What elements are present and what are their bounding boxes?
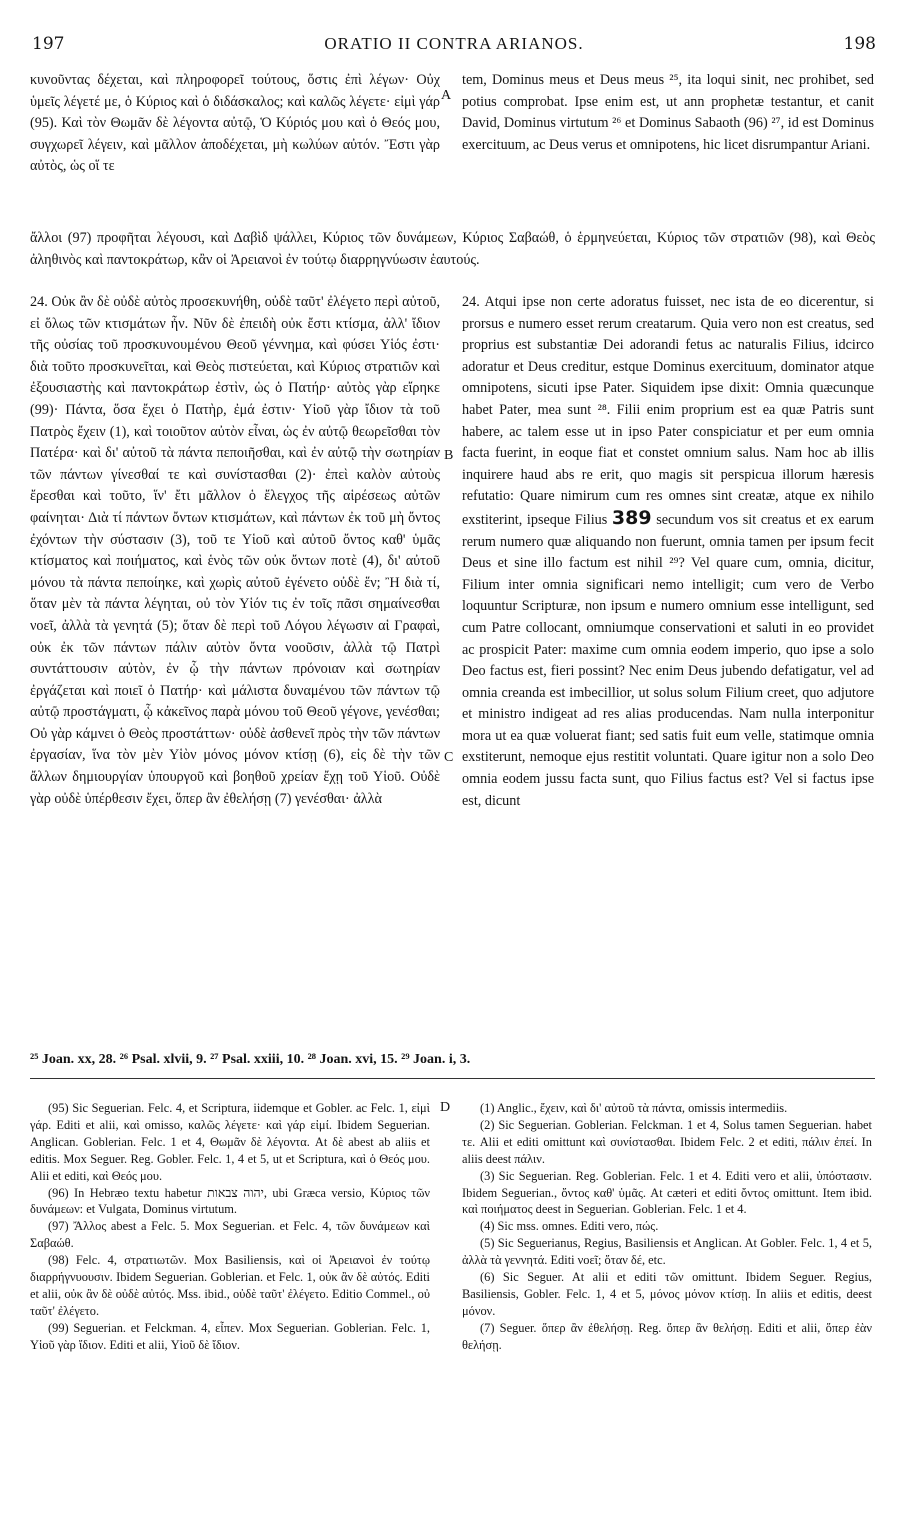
margin-letter-d: D <box>440 1100 451 1115</box>
greek-column-sec24 <box>30 292 440 1048</box>
latin-text-sec24-b: secundum vos sit creatus et ex earum rerum numero quæ aliquando non fuerunt, omnia tamen per ipsum fecit Deus et sine illo factum est nihil ²⁹? Vel quare cum, omnia, dicitur, Filium inter omnia significari nemo intelligit; cum vero de Verbo loquuntur Scripturæ, non ipsum e numero omnium esse intelligunt, sed cum Patre collocant, omniumque conservationi et saluti in eo providet ac prospicit Pater: maxime cum omnia eodem imperio, quo ipse a solo Deo factus est, fieri possint? Nec enim Deus jubendo defatigatur, vel ad omnia creanda est imbecillior, ut solus solum Filium creet, quo adjutore et ministro indigeat ad res alias producendas. Nam nulla interponitur mora ut ea quæ voluerat fiant; sed satis fuit eum velle, statimque omnia exstiterunt, nemoque ejus restitit voluntati. Quare igitur non a solo Deo omnia eodem jussu facta sunt, quo Filius factus est? Vel si factus ipse est, dicunt <box>462 511 874 809</box>
footnote: (97) Ἄλλος abest a Felc. 5. Mox Seguerian. et Felc. 4, τῶν δυνάμεων καὶ Σαβαώθ. <box>30 1219 430 1251</box>
latin-text-sec24-a: 24. Atqui ipse non certe adoratus fuisset, nec ista de eo dicerentur, si prorsus e numero esset rerum creatarum. Quia vero non est creatus, sed proprius est substantiæ Dei adorandi fetus ac naturalis Filius, idcirco adoratur et Deus creditur, estque Dominus exercituum, dominator atque omnipotens, sicuti ipse Pater. Siquidem ipse dixit: Omnia quæcunque habet Pater, mea sunt ²⁸. Filii enim proprium est ea quæ Patris sunt habere, ac talem esse ut in ipso Pater conspiciatur et per eum omnia facta fuerint, in eoque fiat et constet omnium salus. Nam hoc ab illis inquirere haud abs re erit, quo magis sit perspicua illorum hæresis refutatio: Quare nimirum cum res omnes sint creatæ, atque ex nihilo exstiterint, ipseque Filius <box>462 294 874 528</box>
footnote: (5) Sic Seguerianus, Regius, Basiliensis et Anglican. At Gobler. Felc. 1, 4 et 5, ἀλλὰ τὰ γεννητά. Editi νοεῖ; ὅταν δέ, etc. <box>462 1236 872 1268</box>
running-header <box>32 34 876 60</box>
footnote: (1) Anglic., ἔχειν, καὶ δι' αὐτοῦ τὰ πάντα, omissis intermediis. <box>480 1101 788 1115</box>
greek-text-sec24: 24. Οὐκ ἂν δὲ οὐδὲ αὐτὸς προσεκυνήθη, οὐδὲ ταῦτ' ἐλέγετο περὶ αὐτοῦ, εἰ ὅλως τῶν κτισμάτων ἦν. Νῦν δὲ ἐπειδὴ οὐκ ἔστι κτίσμα, ἀλλ' ἴδιον τῆς οὐσίας τοῦ προσκυνουμένου Θεοῦ γέννημα, καὶ φύσει Υἱός ἐστι· διὰ τοῦτο προσκυνεῖται, καὶ Θεὸς πιστεύεται, καὶ Κύριος στρατιῶν καὶ ἐξουσιαστὴς καὶ παντοκράτωρ ἐστὶν, ὡς ὁ Πατήρ· αὐτὸς γὰρ εἴρηκε (99)· Πάντα, ὅσα ἔχει ὁ Πατὴρ, ἐμά ἐστιν· Υἱοῦ γὰρ ἴδιον τὰ τοῦ Πατρὸς ἔχειν (1), καὶ τοιοῦτον αὐτὸν εἶναι, ὡς ἐν αὐτῷ θεωρεῖσθαι τὸν Πατέρα· καὶ δι' αὐτοῦ τὰ πάντα πεποιῆσθαι, καὶ ἐν αὐτῷ τὴν σωτηρίαν τῶν πάντων γίνεσθαί τε καὶ συνίστασθαι (2)· ἐπεὶ καλὸν αὐτοὺς ἔρεσθαι καὶ τοῦτο, ἵν' ἔτι μᾶλλον ὁ ἔλεγχος τῆς αἱρέσεως αὐτῶν φαίνηται· Διὰ τί πάντων ὄντων κτισμάτων, καὶ πάντων ἐκ τοῦ μὴ ὄντος ἐχόντων τὴν σύστασιν (3), τοῦ τε Υἱοῦ καὶ αὐτοῦ ὄντος καθ' ὑμᾶς κτίσματος καὶ ποιήματος, καὶ ἑνὸς τῶν οὐκ ὄντων ποτὲ (4), δι' αὐτοῦ μόνου τὰ πάντα πεποίηκε, καὶ χωρὶς αὐτοῦ ἐγένετο οὐδὲ ἕν; Ἢ διὰ τί, ὅταν μὲν τὰ πάντα λέγηται, οὐ τὸν Υἱόν τις ἐν τοῖς πᾶσι σημαίνεσθαι νοεῖ, ἀλλὰ τὰ γενητά (5); ὅταν δὲ περὶ τοῦ Λόγου λέγωσιν αἱ Γραφαὶ, οὐκ ἐκ τῶν πάντων πάλιν αὐτὸν ὄντα νοοῦσιν, ἀλλὰ τῷ Πατρὶ συντάττουσιν αὐτὸν, ἐν ᾧ τὴν πάντων πρόνοιαν καὶ σωτηρίαν ἐργάζεται καὶ ποιεῖ ὁ Πατήρ· καὶ μάλιστα δυναμένου τῶν πάντων τῷ αὐτῷ προστάγματι, ᾧ κἀκεῖνος παρὰ μόνου τοῦ Θεοῦ γέγονε, γενέσθαι; Οὐ γὰρ κάμνει ὁ Θεὸς προστάττων· οὐδὲ ἀσθενεῖ πρὸς τὴν τῶν πάντων ἐργασίαν, ἵνα τὸν μὲν Υἱὸν μόνος μόνον κτίσῃ (6), εἰς δὲ τὴν τῶν ἄλλων δημιουργίαν ὑπουργοῦ καὶ βοηθοῦ χρείαν ἔχῃ τοῦ Υἱοῦ. Οὐδὲ γὰρ οὐδὲ ὑπέρθεσιν ἔχει, ὅπερ ἂν ἐθελήσῃ (7) γενέσθαι· ἀλλὰ <box>30 294 440 807</box>
scripture-references: ²⁵ Joan. xx, 28. ²⁶ Psal. xlvii, 9. ²⁷ Psal. xxiii, 10. ²⁸ Joan. xvi, 15. ²⁹ Joan. i, 3. <box>30 1052 471 1067</box>
margin-letter-a: A <box>441 88 452 103</box>
page-number-left: 197 <box>32 34 65 54</box>
full-width-paragraph <box>30 228 875 271</box>
latin-text-sec24 <box>462 292 874 812</box>
footnote: (98) Felc. 4, στρατιωτῶν. Mox Basiliensis, καὶ οἱ Ἀρειανοὶ ἐν τούτῳ διαρρήγνυουσιν. Ibidem Seguerian. Goblerian. et Felc. 1, οὐκ ἂν δὲ αὐτός. Editi et alii, οὐκ ἂν δὲ οὐδὲ αὐτός. Mss. ibid., οὐδὲ ταῦτ' ἐλέγετο. Editio Commel., οὐ ταῦτ' ἐλέγετο. <box>30 1253 430 1318</box>
footnote: (96) In Hebræo textu habetur יהוה צבאות, ubi Græca versio, Κύριος τῶν δυνάμεων: et Vulgata, Dominus virtutum. <box>30 1185 430 1217</box>
footnotes-right <box>462 1100 872 1354</box>
margin-letter-c: C <box>444 750 454 765</box>
footnote: (95) Sic Seguerian. Felc. 4, et Scriptura, iidemque et Gobler. ac Felc. 1, εἰμὶ γάρ. Editi et alii, καὶ omisso, καλῶς λέγετε· καὶ γάρ εἰμί. Ibidem Seguerian. Anglican. Goblerian. Felc. 1 et 4, Θωμᾶν δὲ λέγοντα. At δὲ abest ab aliis et editis. Mox Seguer. Reg. Gobler. Felc. 1, 4 et 5, ut et Scriptura, καὶ ὁ Θεός μου. Alii et editi, καὶ Θεός μου. <box>30 1101 430 1183</box>
full-width-text: ἄλλοι (97) προφῆται λέγουσι, καὶ Δαβὶδ ψάλλει, Κύριος τῶν δυνάμεων, Κύριος Σαβαώθ, ὁ ἑρμηνεύεται, Κύριος τῶν στρατιῶν (98), καὶ Θεὸς ἀληθινὸς καὶ παντοκράτωρ, κἂν οἱ Ἀρειανοὶ ἐν τούτῳ διαρρηγνύωσιν ἑαυτούς. <box>30 230 875 268</box>
footnotes-left <box>30 1100 430 1354</box>
footnote: (3) Sic Seguerian. Reg. Goblerian. Felc. 1 et 4. Editi vero et alii, ὑπόστασιν. Ibidem Seguerian., ὄντος καθ' ὑμᾶς. At cæteri et editi ὄντος omittunt. Item ibid. καὶ ποιήματος deest in Seguerian. Goblerian. Felc. 1 et 4. <box>462 1168 872 1217</box>
footnote: (6) Sic Seguer. At alii et editi τῶν omittunt. Ibidem Seguer. Regius, Basiliensis, Gobler. Felc. 1, 4 et 5, μόνος μόνον κτίσῃ. In aliis et editis, deest μόνον. <box>462 1270 872 1318</box>
running-title: ORATIO II CONTRA ARIANOS. <box>324 34 584 53</box>
greek-text-top: κυνοῦντας δέχεται, καὶ πληροφορεῖ τούτους, ὅστις ἐπὶ λέγων· Οὐχ ὑμεῖς λέγετέ με, ὁ Κύριος καὶ ὁ διδάσκαλος; καὶ καλῶς λέγετε· εἰμὶ γάρ (95). Καὶ τὸν Θωμᾶν δὲ λέγοντα αὐτῷ, Ὁ Κύριός μου καὶ ὁ Θεός μου, συγχωρεῖ λέγειν, καὶ μᾶλλον ἀποδέχεται, μὴ κωλύων αὐτόν. Ἔστι γὰρ αὐτὸς, ὡς οἵ τε <box>30 72 440 175</box>
footnote: (2) Sic Seguerian. Goblerian. Felckman. 1 et 4, Solus tamen Seguerian. habet τε. Alii et editi omittunt καὶ συνίστασθαι. Ibidem Felc. 2 et editi, πάλιν ἐπεί. In aliis deest πάλιν. <box>462 1117 872 1166</box>
footnote-rule <box>30 1078 875 1079</box>
column-number: 389 <box>611 506 652 529</box>
footnote: (7) Seguer. ὅπερ ἂν ἐθελήσῃ. Reg. ὅπερ ἂν θελήσῃ. Editi et alii, ὅπερ ἐὰν θελήσῃ. <box>462 1320 872 1352</box>
footnote: (4) Sic mss. omnes. Editi vero, πώς. <box>480 1219 659 1234</box>
page-number-right: 198 <box>843 34 876 54</box>
margin-letter-b: B <box>444 448 454 463</box>
footnote: (99) Seguerian. et Felckman. 4, εἶπεν. Mox Seguerian. Goblerian. Felc. 1, Υἱοῦ γὰρ ἴδιον. Editi et alii, Υἱοῦ δὲ ἴδιον. <box>30 1320 430 1352</box>
latin-text-top: tem, Dominus meus et Deus meus ²⁵, ita loqui sinit, nec prohibet, sed potius comprobat. Ipse enim est, ut ann prophetæ testantur, et canit David, Dominus virtutum ²⁶ et Dominus Sabaoth (96) ²⁷, id est Dominus exercituum, ac Deus verus et omnipotens, hic licet disrumpantur Ariani. <box>462 72 874 153</box>
latin-column-sec24 <box>462 292 874 1048</box>
